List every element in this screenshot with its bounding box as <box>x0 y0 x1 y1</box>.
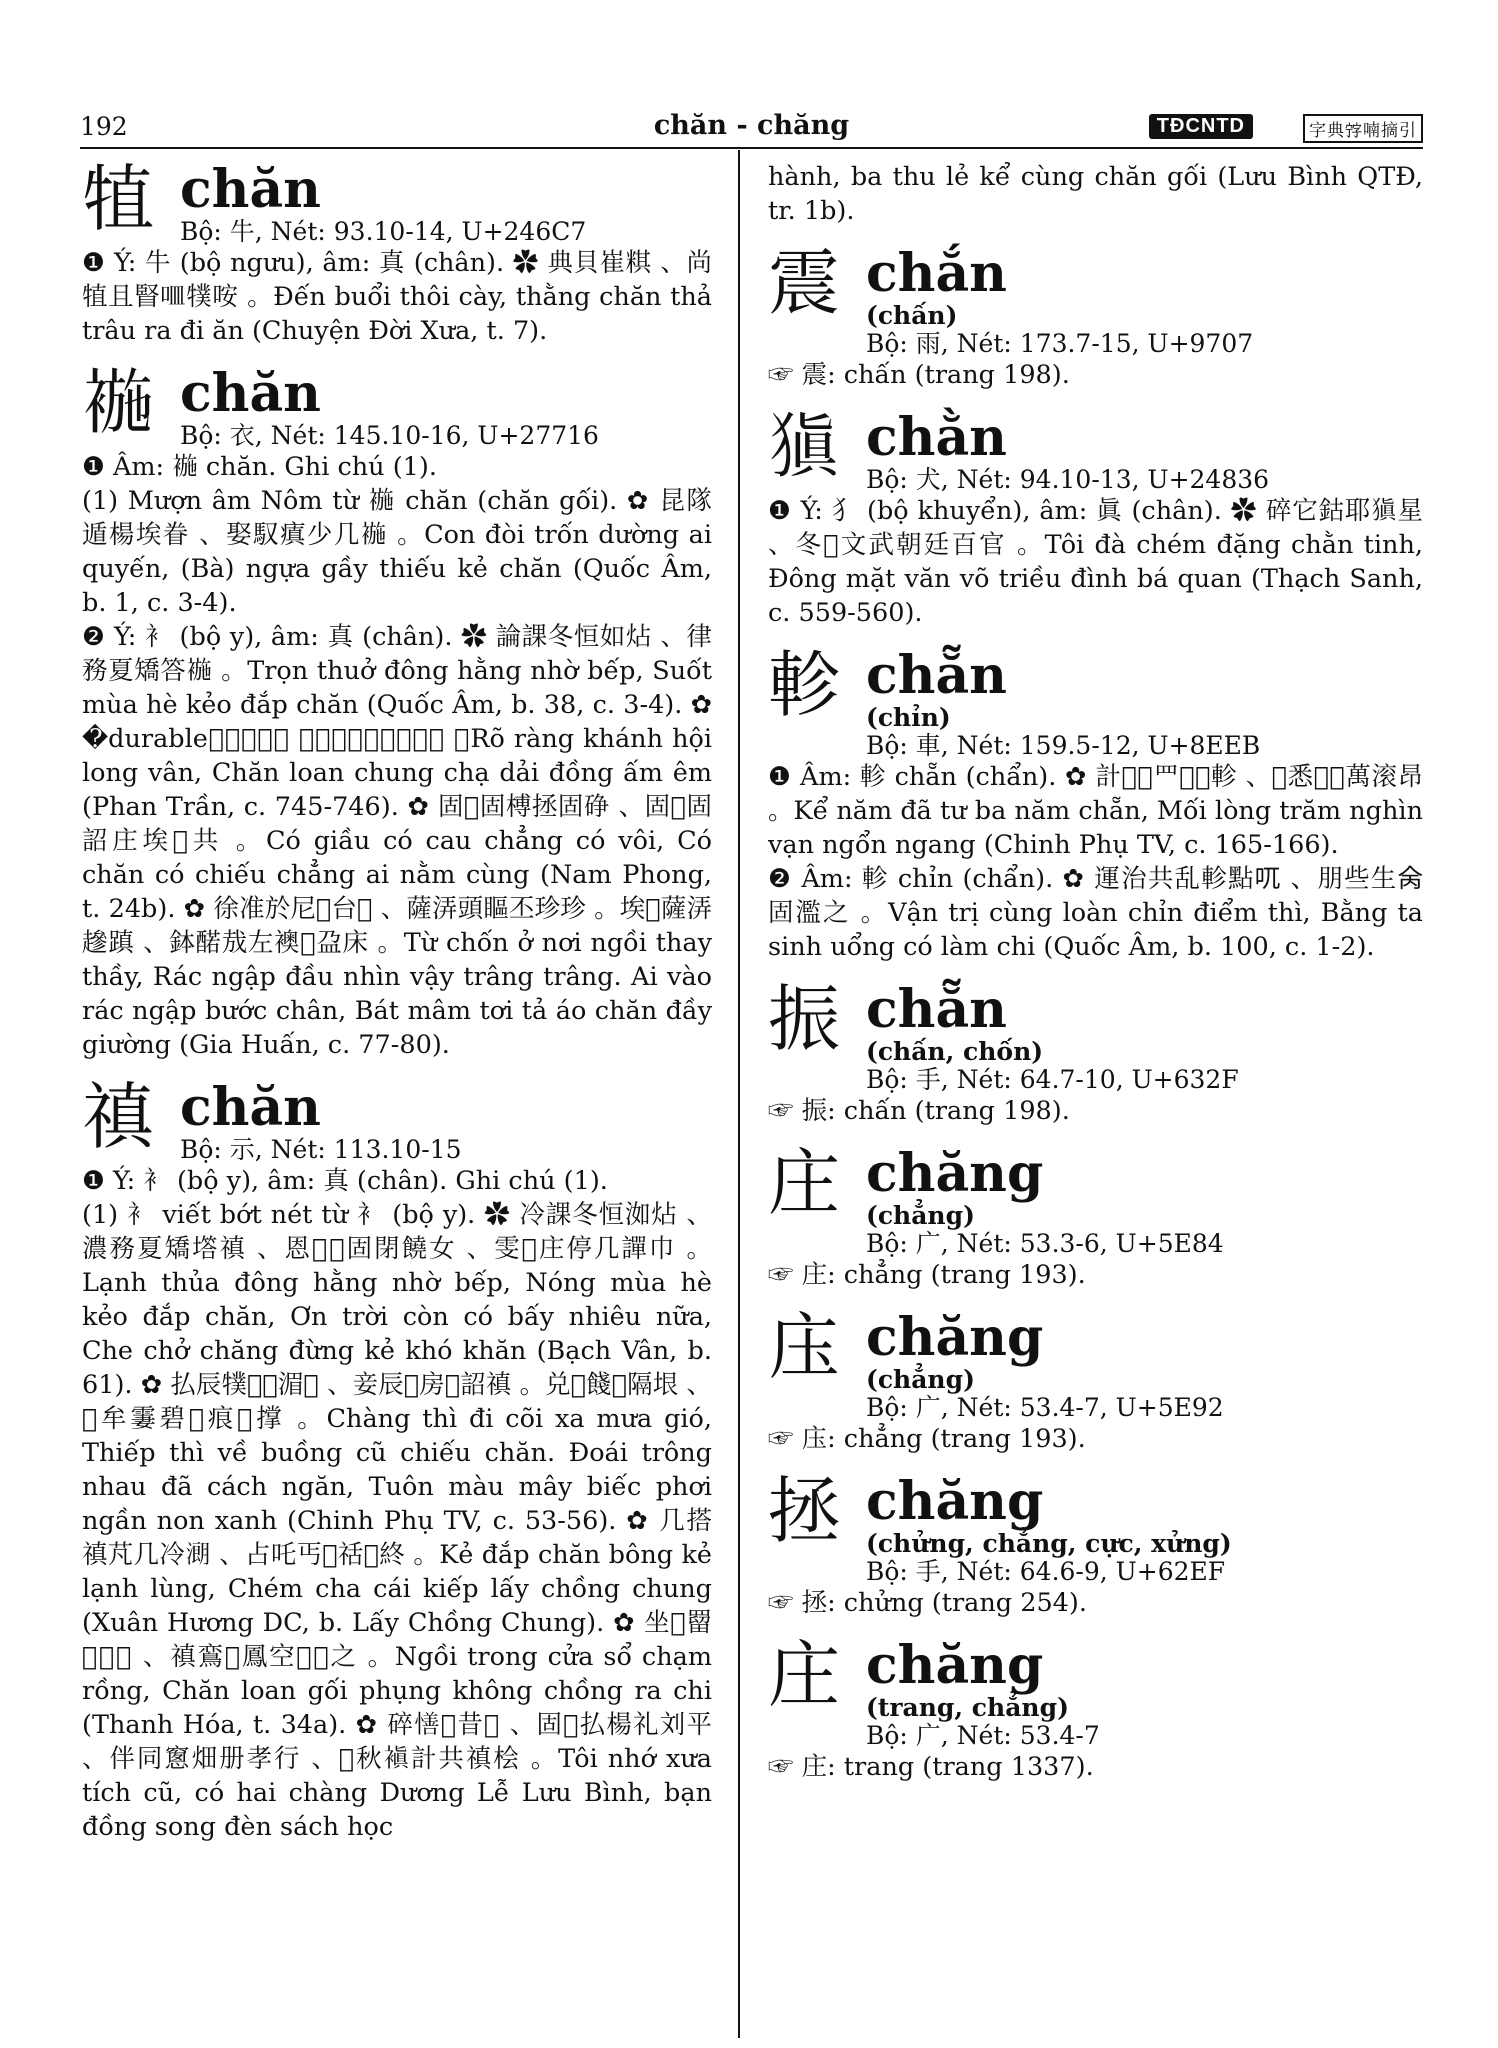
headword-reading: chăn <box>180 1077 321 1138</box>
headword-character: 庄 <box>768 1633 841 1717</box>
headword-reading: chăng <box>866 1635 1044 1696</box>
dictionary-entry <box>768 1305 1423 1456</box>
headword-character: 軫 <box>768 643 841 727</box>
dictionary-entry <box>82 361 712 1062</box>
entry-info <box>180 364 712 450</box>
brand-label: TĐCNTD <box>1149 114 1253 139</box>
headword-reading: chẵn <box>866 645 1007 706</box>
entry-definition: ☞ 庄: trang (trang 1337). <box>768 1752 1094 1782</box>
entry-info <box>866 646 1423 760</box>
headword-character: 𧛖 <box>82 361 155 445</box>
entry-definition: ❷ Ý: 衤 (bộ y), âm: 真 (chân). ✿ 論課冬恒如炶 、律務夏矯答𧛖 。Trọn thuở đông hằng nhờ bếp, Suốt mùa hè kẻo đắp chăn (Quốc Âm, b. 38, c. 3-4). ✿ �durable𦇌慶會龍雲 、𧛖鸞終乍繻同蔭淹 。Rõ ràng khánh hội long vân, Chăn loan chung chạ dải đồng ấm êm (Phan Trần, c. 745-746). ✿ 固𪹂固榑拯固碀 、固𧛖固詔庄埃𦛌共 。Có giầu có cau chẳng có vôi, Có chăn có chiếu chẳng ai nằm cùng (Nam Phong, t. 24b). ✿ 徐准於尼𠸦台𧗱 、薩㳥頭瞘丕珍珍 。埃𠇍薩㳥䟃蹎 、鉢䤀㦲左襖𧛖盁床 。Từ chốn ở nơi ngồi thay thầy, Rác ngập đầu nhìn vậy trâng trâng. Ai vào rác ngập bước chân, Bát mâm tơi tả áo chăn đầy giường (Gia Huấn, c. 77-80). <box>82 622 712 1060</box>
right-column <box>768 160 1423 1800</box>
radical-stroke-info: Bộ: 雨, Nét: 173.7-15, U+9707 <box>866 329 1254 358</box>
entry-head <box>768 977 1423 1094</box>
entry-info <box>866 1144 1423 1258</box>
radical-stroke-info: Bộ: 广, Nét: 53.4-7, U+5E92 <box>866 1393 1224 1422</box>
entry-head <box>82 361 712 450</box>
headword-reading: chằn <box>866 407 1007 468</box>
dictionary-entry <box>768 977 1423 1128</box>
entry-definition: ☞ 振: chấn (trang 198). <box>768 1096 1070 1126</box>
header-rule <box>80 147 1423 149</box>
radical-stroke-info: Bộ: 犬, Nét: 94.10-13, U+24836 <box>866 465 1270 494</box>
headword-reading: chăng <box>866 1471 1044 1532</box>
dictionary-entry <box>768 1633 1423 1784</box>
entry-info <box>866 244 1423 358</box>
dictionary-entry <box>82 1075 712 1844</box>
radical-stroke-info: Bộ: 手, Nét: 64.6-9, U+62EF <box>866 1557 1226 1586</box>
column-divider <box>738 150 740 2038</box>
entry-head <box>82 157 712 246</box>
alternate-reading: (chấn) <box>866 301 958 330</box>
headword-character: 庒 <box>768 1305 841 1389</box>
radical-stroke-info: Bộ: 示, Nét: 113.10-15 <box>180 1135 462 1164</box>
entry-definition: ❷ Âm: 軫 chỉn (chẩn). ✿ 運治共乱軫點𠮾 、朋些生𠇮固濫之 。Vận trị cùng loàn chỉn điểm thì, Bằng ta sinh uổng có làm chi (Quốc Âm, b. 100, c. 1-2). <box>768 864 1423 962</box>
alternate-reading: (chấn, chốn) <box>866 1037 1044 1066</box>
headword-character: 震 <box>768 241 841 325</box>
alternate-reading: (chỉn) <box>866 703 951 732</box>
entry-definition: ❶ Ý: 衤 (bộ y), âm: 真 (chân). Ghi chú (1). <box>82 1166 608 1196</box>
running-title: chăn - chăng <box>653 110 850 141</box>
dictionary-entry <box>768 241 1423 392</box>
entry-definition: (1) 衤 viết bớt nét từ 衤 (bộ y). ✿ 冷課冬恒洳炶 、濃務夏矯㙮禛 、恩𡗶𡗶固閉饒女 、雯𧗱庄停几譂巾 。Lạnh thủa đông hằng nhờ bếp, Nóng mùa hè kẻo đắp chăn, Ơn trời còn có bấy nhiêu nữa, Che chở chăng đừng kẻ khó khăn (Bạch Vân, b. 61). ✿ 払辰㹒𡍚𨖲湄𥙎 、妾辰𧗱房𩙻詔禛 。兑𩍣餞𠀧隔垠 、𣼽牟霋碧𡏧痕𢹿撑 。Chàng thì đi cõi xa mưa gió, Thiếp thì về buồng cũ chiếu chăn. Đoái trông nhau đã cách ngăn, Tuôn màu mây biếc phơi ngần non xanh (Chinh Phụ TV, c. 53-56). ✿ 几搭禛芃几冷𣼽 、占吒丐𠠩䄆𩛂終 。Kẻ đắp chăn bông kẻ lạnh lùng, Chém cha cái kiếp lấy chồng chung (Xuân Hương DC, b. Lấy Chồng Chung). ✿ 坐𨓐罶𣘃𢲫𧓅 、禛鵉𧜖鳳空𩛂𠎣之 。Ngồi trong cửa sổ chạm rồng, Chăn loan gối phụng không chồng ra chi (Thanh Hóa, t. 34a). ✿ 碎𢢆𢘾昔𩙻 、固𠄩払楊礼刘平 、伴同窻畑册孝行 、𨑮秋𧜖計共禛桧 。Tôi nhớ xưa tích cũ, có hai chàng Dương Lễ Lưu Bình, bạn đồng song đèn sách học <box>82 1200 712 1842</box>
page-header <box>80 108 1423 148</box>
dictionary-entry <box>768 405 1423 630</box>
entry-definition: ☞ 震: chấn (trang 198). <box>768 360 1070 390</box>
alternate-reading: (chẳng) <box>866 1201 975 1230</box>
entry-head <box>768 643 1423 760</box>
entry-info <box>866 980 1423 1094</box>
headword-character: 庄 <box>768 1141 841 1225</box>
dictionary-entry <box>768 1141 1423 1292</box>
headword-character: 振 <box>768 977 841 1061</box>
entry-head <box>768 1633 1423 1750</box>
radical-stroke-info: Bộ: 手, Nét: 64.7-10, U+632F <box>866 1065 1239 1094</box>
alternate-reading: (chẳng) <box>866 1365 975 1394</box>
alternate-reading: (trang, chẳng) <box>866 1693 1069 1722</box>
dictionary-entry <box>82 157 712 348</box>
entry-definition: ❶ Âm: 軫 chẵn (chẩn). ✿ 計𢆥𠤆罒𢀨𢆥軫 、𢝙悉𢀭𢀮萬滚昂 。Kể năm đã tư ba năm chẵn, Mối lòng trăm nghìn vạn ngổn ngang (Chinh Phụ TV, c. 165-166). <box>768 762 1423 860</box>
entry-definition: ❶ Âm: 𧛖 chăn. Ghi chú (1). <box>82 452 437 482</box>
headword-reading: chăng <box>866 1307 1044 1368</box>
entry-definition: (1) Mượn âm Nôm từ 𧛖 chăn (chăn gối). ✿ 昆隊遁楊埃眷 、娶馭瘨少几𧛖 。Con đòi trốn dường ai quyến, (Bà) ngựa gầy thiếu kẻ chăn (Quốc Âm, b. 1, c. 3-4). <box>82 486 712 618</box>
entry-info <box>180 1078 712 1164</box>
dictionary-entry <box>768 643 1423 964</box>
radical-stroke-info: Bộ: 牛, Nét: 93.10-14, U+246C7 <box>180 217 587 246</box>
headword-reading: chẵn <box>866 979 1007 1040</box>
headword-character: 犆 <box>82 157 155 241</box>
entry-info <box>866 1636 1423 1750</box>
headword-character: 禛 <box>82 1075 155 1159</box>
headword-reading: chắn <box>866 243 1007 304</box>
headword-reading: chăn <box>180 159 321 220</box>
entry-definition: ❶ Ý: 犭 (bộ khuyển), âm: 眞 (chân). ✿ 碎它鈷耶𤠶星 、冬𩈘文武朝廷百官 。Tôi đà chém đặng chằn tinh, Đông mặt văn võ triều đình bá quan (Thạch Sanh, c. 559-560). <box>768 496 1423 628</box>
entry-definition: ☞ 拯: chửng (trang 254). <box>768 1588 1087 1618</box>
entry-definition: ☞ 庄: chẳng (trang 193). <box>768 1260 1086 1290</box>
entry-info <box>866 1308 1423 1422</box>
entry-definition: ☞ 庒: chẳng (trang 193). <box>768 1424 1086 1454</box>
radical-stroke-info: Bộ: 广, Nét: 53.3-6, U+5E84 <box>866 1229 1224 1258</box>
entry-head <box>768 241 1423 358</box>
dictionary-entry <box>768 160 1423 228</box>
entry-definition: ❶ Ý: 牛 (bộ ngưu), âm: 真 (chân). ✿ 典貝崔粸 、尚犆且䁂𠰘㹒咹 。Đến buổi thôi cày, thằng chăn thả trâu ra đi ăn (Chuyện Đời Xưa, t. 7). <box>82 248 712 346</box>
entry-definition: hành, ba thu lẻ kể cùng chăn gối (Lưu Bình QTĐ, tr. 1b). <box>768 162 1423 226</box>
entry-info <box>866 408 1423 494</box>
left-column <box>82 157 712 1860</box>
entry-head <box>768 405 1423 494</box>
dictionary-entry <box>768 1469 1423 1620</box>
alternate-reading: (chửng, chẳng, cực, xửng) <box>866 1529 1232 1558</box>
headword-character: 拯 <box>768 1469 841 1553</box>
entry-info <box>866 1472 1423 1586</box>
entry-head <box>768 1469 1423 1586</box>
page-number: 192 <box>80 112 128 141</box>
headword-reading: chăn <box>180 363 321 424</box>
entry-head <box>768 1141 1423 1258</box>
brand-label-secondary: 字典𡨸喃摘引 <box>1303 114 1423 143</box>
radical-stroke-info: Bộ: 車, Nét: 159.5-12, U+8EEB <box>866 731 1261 760</box>
entry-head <box>768 1305 1423 1422</box>
entry-head <box>82 1075 712 1164</box>
entry-info <box>180 160 712 246</box>
radical-stroke-info: Bộ: 广, Nét: 53.4-7 <box>866 1721 1100 1750</box>
radical-stroke-info: Bộ: 衣, Nét: 145.10-16, U+27716 <box>180 421 599 450</box>
headword-reading: chăng <box>866 1143 1044 1204</box>
headword-character: 𤠶 <box>768 405 841 489</box>
